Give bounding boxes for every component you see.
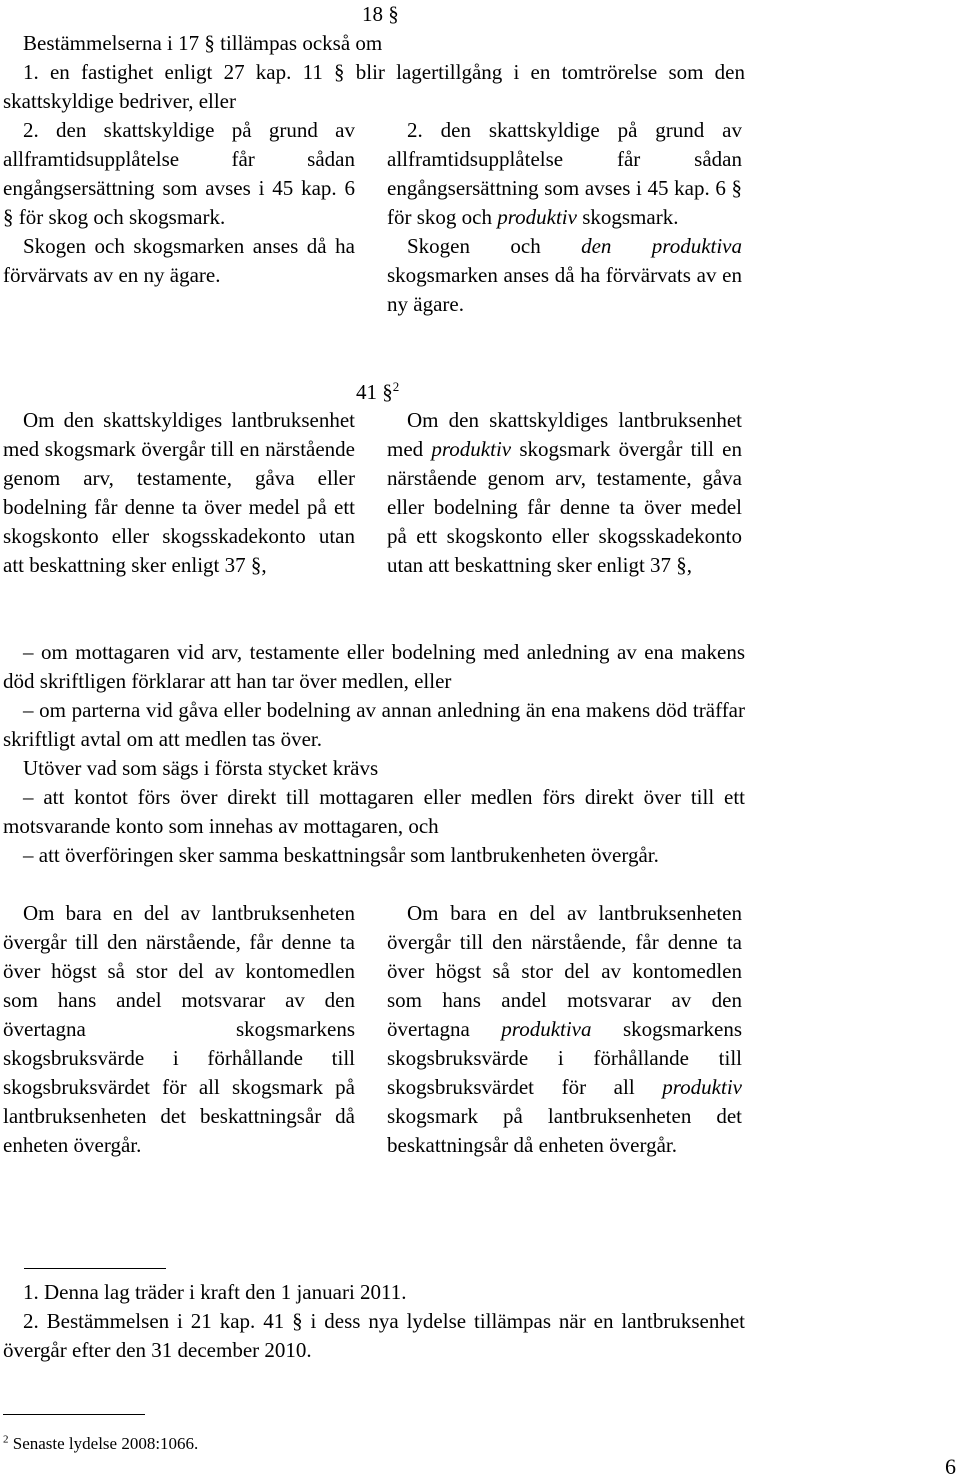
paragraph: Skogen och den produktiva skogsmarken anses då ha förvärvats av en ny ägare. xyxy=(387,234,742,316)
section-41-proposed-wording xyxy=(387,406,742,580)
common-text xyxy=(3,638,745,870)
section-symbol: § xyxy=(388,2,399,26)
footnote-ref: 2 xyxy=(392,379,400,394)
paragraph: Om bara en del av lantbruksenheten övergår till den närstående, får denne ta över högst så stor del av kontomedlen som hans andel motsvarar av den övertagna produktiva skogsmarkens skogsbruksvärde i förhållande till skogsbruksvärdet för all produktiv skogsmark på lantbruksenheten det beskattningsår då enheten övergår. xyxy=(387,901,742,1157)
paragraph: 2. den skattskyldige på grund av allframtidsupplåtelse får sådan engångsersättning som avses i 45 kap. 6 § för skog och skogsmark. xyxy=(3,118,355,229)
section-18-heading xyxy=(362,0,399,29)
amendment-emphasis: produktiv xyxy=(662,1075,742,1099)
final-paragraph-current xyxy=(3,899,355,1160)
section-18-proposed-wording xyxy=(387,116,742,319)
paragraph: Om den skattskyldiges lantbruksenhet med produktiv skogsmark övergår till en närstående genom arv, testamente, gåva eller bodelning får denne ta över medel på ett skogskonto eller skogsskadekonto utan att beskattning sker enligt 37 §, xyxy=(387,408,743,577)
section-number: 41 xyxy=(356,380,377,404)
paragraph: Utöver vad som sägs i första stycket krävs xyxy=(23,756,379,780)
section-number: 18 xyxy=(362,2,383,26)
dash-item: – om mottagaren vid arv, testamente eller bodelning med anledning av ena makens död skriftligen förklarar att han tar över medlen, eller xyxy=(3,640,745,693)
intro-line-1: Bestämmelserna i 17 § tillämpas också om xyxy=(23,31,383,55)
amendment-emphasis: den produktiva xyxy=(581,234,742,258)
section-41-heading xyxy=(356,378,399,407)
section-41-current-wording xyxy=(3,406,355,580)
dash-item: – att överföringen sker samma beskattningsår som lantbrukenheten övergår. xyxy=(23,843,659,867)
paragraph: Skogen och skogsmarken anses då ha förvärvats av en ny ägare. xyxy=(3,234,355,287)
amendment-emphasis: produktiva xyxy=(501,1017,592,1041)
footnote-divider xyxy=(3,1414,145,1415)
paragraph: Om bara en del av lantbruksenheten övergår till den närstående, får denne ta över högst så stor del av kontomedlen som hans andel motsvarar av den övertagna skogsmarkens skogsbruksvärde i förhållande till skogsbruksvärdet för all skogsmark på lantbruksenheten det beskattningsår då enheten övergår. xyxy=(3,901,355,1157)
transitional-item: 1. Denna lag träder i kraft den 1 januari 2011. xyxy=(23,1280,407,1304)
amendment-emphasis: produktiv xyxy=(431,437,512,461)
section-18-current-wording xyxy=(3,116,355,290)
amendment-emphasis: produktiv xyxy=(497,205,577,229)
transitional-item: 2. Bestämmelsen i 21 kap. 41 § i dess nya lydelse tillämpas när en lantbruksenhet övergår efter den 31 december 2010. xyxy=(3,1309,745,1362)
intro-text xyxy=(3,29,745,116)
final-paragraph-proposed xyxy=(387,899,742,1160)
section-symbol: § xyxy=(382,380,393,404)
page-number: 6 xyxy=(945,1454,956,1479)
intro-line-2: 1. en fastighet enligt 27 kap. 11 § blir lagertillgång i en tomtrörelse som den skattskyldige bedriver, eller xyxy=(3,60,745,113)
footnote-marker: 2 xyxy=(3,1433,9,1446)
paragraph: 2. den skattskyldige på grund av allframtidsupplåtelse får sådan engångsersättning som avses i 45 kap. 6 § för skog och produktiv skogsmark. xyxy=(387,118,742,229)
paragraph: Om den skattskyldiges lantbruksenhet med skogsmark övergår till en närstående genom arv, testamente, gåva eller bodelning får denne ta över medel på ett skogskonto eller skogsskadekonto utan att beskattning sker enligt 37 §, xyxy=(3,408,355,577)
dash-item: – att kontot förs över direkt till mottagaren eller medlen förs direkt över till ett motsvarande konto som innehas av mottagaren, och xyxy=(3,785,745,838)
transitional-divider xyxy=(24,1268,166,1269)
dash-item: – om parterna vid gåva eller bodelning av annan anledning än ena makens död träffar skriftligt avtal om att medlen tas över. xyxy=(3,698,745,751)
footnote-text: Senaste lydelse 2008:1066. xyxy=(12,1434,199,1453)
transitional-provisions xyxy=(3,1278,745,1365)
footnote xyxy=(3,1433,198,1455)
